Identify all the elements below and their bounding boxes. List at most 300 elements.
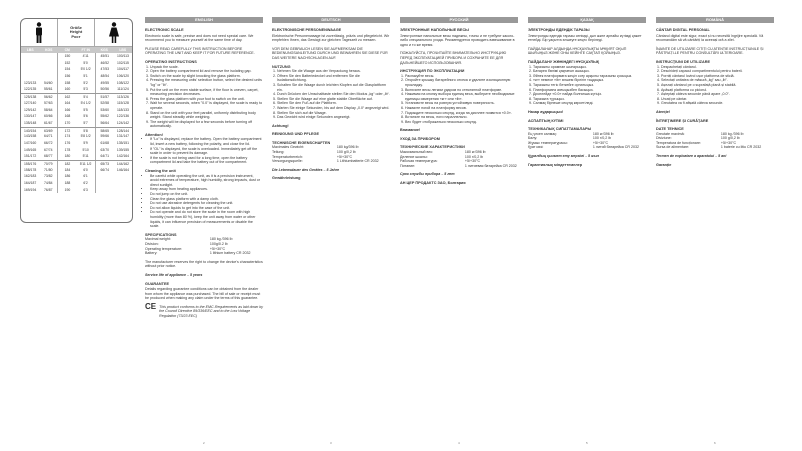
table-cell: 166 [57,107,76,114]
service-life: Service life of appliance – 5 years [145,272,203,277]
spec-label: Diviziune: [656,136,672,141]
product-title: ЭЛЕКТРОННЫЕ НАПОЛЬНЫЕ ВЕСЫ [400,28,469,32]
step-item: 6. Press the glass platform with your foot to switch on the unit. [150,97,263,102]
table-row [21,86,132,93]
female-figure-icon [95,19,132,46]
spec-value: +5/+30°C [336,154,353,159]
column-header: LBS [119,48,127,52]
table-cell: 5'4 1/2 [80,100,91,105]
spec-value: 180 kg/396 lb [336,145,359,150]
table-row [21,167,132,174]
table-cell: 104/117 [116,67,129,72]
specifications-title: TECHNISCHE EIGENSCHAFTEN [272,140,331,145]
intro-text: Электронды едендік таразы сенімді, дәл және арнайы күтімді қажет етпейді. Бір уақытта өлшеуге кеңес беріледі. [528,33,642,43]
step-item: 9. Das Gewicht wird einige Sekunden angezeigt. [277,115,390,120]
spec-value: 180 kg /396 lb [720,131,744,136]
cleaning-item: • Keep away from heating appliances. [150,187,263,192]
table-cell [21,60,39,67]
table-cell: 5'0 1/2 [80,67,91,72]
table-cell: 51/57 [95,94,114,100]
attention-title: Achtung! [272,123,289,128]
table-cell: 139/155 [116,147,130,152]
table-cell: 49/55 [95,80,114,87]
step-item: 1. Nehmen Sie die Waage aus der Verpackung heraus. [277,69,390,74]
table-cell: 162/183 [23,174,37,179]
page-number: 5 [586,441,588,445]
table-cell: 150 [57,53,76,60]
guarantee-title: GUARANTEE [145,281,170,286]
table-cell: 124/142 [116,120,130,125]
table-cell: 176 [57,140,76,147]
spec-row [272,159,390,164]
intro-text: Electronic scale is safe, precise and does not need special care. We recommend you to measure yourself at the same time of day. [145,33,254,43]
table-cell: 66/74 [95,167,114,174]
guarantee-text: Details regarding guarantee conditions can be obtained from the dealer from whom the appliance was purchased. The bill of sale or receipt must be produced when making any claim under the terms of this guarantee. [145,287,261,301]
table-row [21,173,132,180]
step-item: 4. Нажимая на кнопку выбора единиц веса, выберите необходимые единицы измерения «кг» или «lb». [405,92,518,101]
table-cell [21,73,39,80]
specifications-title: ТЕХНИКАЛЫҚ СИПАТТАМАЛАРЫ [528,127,592,132]
table-cell: 55/61 [44,87,53,92]
table-cell: 5'2 [83,80,88,85]
spec-label: Maximales Gewicht: [272,145,305,150]
product-title: ELECTRONIC SCALE [145,28,184,32]
section-deutsch [272,17,390,181]
table-cell [114,180,132,187]
table-row [21,153,132,160]
cleaning-item: • Do not operate and do not store the scale in the room with high humidity (more than 80 %), keep the unit away from water or other liquids, it can influence precision of measurements or disable the scale. [150,210,263,228]
step-item: 9. The weight will be displayed for a few seconds before turning off automatically. [150,120,263,129]
step-item: 1. Таразыны орамнан шығарыңыз. [533,65,646,70]
attention-title: Внимание! [400,128,421,133]
step-item: 2. Откройте крышку батарейного отсека и удалите изоляционную прокладку. [405,78,518,87]
column-header: CM [64,48,70,52]
spec-value: 1 baterie cu litiu CR 2032 [720,145,762,150]
product-title: CÂNTAR DIGITAL PERSONAL [656,28,710,32]
table-row [21,53,132,60]
spec-value: 100 g/0,2 lb [336,150,356,155]
table-cell [39,73,57,80]
table-cell: 151/172 [23,154,37,159]
guarantee-title: Гарантиялық міндеттемелер [528,162,583,167]
step-item: 3. Switch on the scale by slight knocking the glass platform. [150,74,263,79]
step-item: 4. «кг» немесе «lb» өлшем бірлігін таңдаңыз. [533,78,646,83]
cleaning-item: • Do not use abrasive detergents for cleaning the unit. [150,201,263,206]
table-cell: 142/164 [116,154,130,159]
table-cell: 160 [57,86,76,93]
table-cell: 71/80 [44,167,53,172]
table-row [21,107,132,114]
operating-title: NUTZUNG [272,64,291,69]
step-item: 5. Установите весы на ровную устойчивую поверхность. [405,101,518,106]
table-cell: 60/66 [44,114,53,119]
table-cell: 63/70 [95,147,114,154]
step-item: 8. Таразыға тұрыңыз. [533,97,646,102]
table-cell [39,53,57,60]
table-cell: 180 [57,153,76,160]
steps-list [400,74,518,125]
steps-list [272,69,390,120]
page-number: 6 [714,441,716,445]
step-item: 3. Включите весы легким ударом по стеклянной платформе. [405,88,518,93]
table-cell: 50/56 [95,86,114,93]
table-cell: 135/148 [23,120,37,125]
table-row [21,73,132,80]
spec-value: 180 кг/396 lb [464,150,486,155]
steps-list [656,65,774,106]
step-item: 8. Stand on the unit with your feet parallel, uniformly distributing body weight. Stand steadily while weighing. [150,111,263,120]
spec-label: Жұмыс температурасы: [528,140,568,145]
table-cell: 146/164 [116,167,130,172]
read-warning: VOR DEM GEBRAUCH LESEN SIE AUFMERKSAM DIE BEDIENUNGSANLEITUNG DURCH UND BEWAHREN SIE DIESE FÜR DAS WEITERE NACHSCHLAGEN AUF. [272,46,388,60]
column-header: LBS [26,48,34,52]
guarantee-title: Garanție [656,162,672,167]
spec-label: Maximal weight: [145,237,171,242]
table-cell: 76/87 [44,187,53,192]
table-cell: 184 [57,167,76,174]
spec-row [145,251,263,256]
spec-label: Temperaturbereich: [272,154,303,159]
table-cell: 52/58 [95,100,114,107]
table-row [21,180,132,187]
table-cell: 170 [57,120,76,127]
attention-item: • If "OL" is displayed, the scale is overloaded. Immediately get off the scale in order to prevent its damage. [150,147,263,156]
step-item: 2. Open the battery compartment lid and remove the isolating gap. [150,69,263,74]
table-cell: 64/71 [95,153,114,160]
table-cell: 5'3 [83,87,88,92]
table-cell: 169/194 [23,187,37,192]
step-item: 7. Așteptați câteva secunde până apare „0.0”. [661,92,774,97]
operating-title: ПАЙДАЛАНУ ЖӨНІНДЕГІ НҰСҚАУЛЫҚ [528,59,600,64]
table-cell: 152 [57,60,76,67]
table-cell: 127/140 [23,100,37,105]
table-cell: 6'0 [83,167,88,172]
attention-item: • If "Lo" is displayed, replace the battery. Open the battery compartment lid, insert a new battery, following the polarity, and close the lid. [150,137,263,146]
ce-mark-icon: CE [145,301,157,311]
product-title: ELEKTRONISCHE PERSONENWAAGE [272,28,342,32]
table-cell: 56/64 [95,120,114,127]
spec-value: 1 Lithiumbatterie CR 2032 [336,159,379,164]
operating-title: ИНСТРУКЦИЯ ПО ЭКСПЛУАТАЦИИ [400,69,465,74]
table-cell: 5'10 [82,147,89,152]
step-item: 8. Встаньте на весы, ноги параллельно. [405,115,518,120]
table-row [21,133,132,140]
steps-list [528,65,646,106]
table-cell: 64/71 [44,134,53,139]
table-cell: 144/162 [116,162,130,166]
spec-label: Қуат көзі: [528,145,544,150]
table-cell [95,187,114,194]
spec-row [528,145,646,150]
operating-title: INSTRUCȚIUNI DE UTILIZARE [656,59,710,64]
step-item: 3. Әйнек платформаға жеңіл соғу арқылы таразыны қосыңыз. [533,74,646,79]
table-cell: 45/51 [95,53,114,60]
attention-title: Attention! [145,132,163,137]
table-cell: 46/52 [95,60,114,67]
steps-list [145,65,263,129]
table-cell: 5'8 1/2 [80,134,91,139]
spec-label: Деление шкалы: [400,154,428,159]
table-cell: 5'11 1/2 [79,162,92,166]
step-item: 6. Платформаға аяғыңызбен басыңыз. [533,88,646,93]
read-warning: ПАЙДАЛАНАР АЛДЫНДА НҰСҚАУЛЫҚТЫ МҰҚИЯТ ОҚЫП ШЫҒЫҢЫЗ ЖӘНЕ ОНЫ КЕЙІНГЕ САҚТАП ҚОЙЫҢЫЗ. [528,46,627,56]
table-cell: 61/67 [44,120,53,125]
table-row [21,60,132,67]
step-item: 6. Stellen Sie den Fuß auf die Plattform. [277,101,390,106]
table-cell: 140/154 [23,128,37,133]
step-item: 4. Selectați unitatea de măsură „kg” sau „lb”. [661,78,774,83]
table-row [21,93,132,100]
table-cell: 47/53 [95,66,114,73]
step-item: 5. Put the unit on the even stable surface, if the floor is uneven, carpet, measuring precision decreases. [150,88,263,97]
table-cell: 58/64 [44,107,53,112]
table-cell [39,60,57,67]
cleaning-title: REINIGUNG UND PFLEGE [272,132,320,137]
step-item: 7. Warten Sie einige Sekunden, bis auf dem Display „0.0“ angezeigt wird. [277,106,390,111]
step-item: 1. Unpack the scale. [150,65,263,70]
table-cell: 54/60 [44,80,53,85]
table-cell: 164/187 [23,181,37,186]
table-cell: 70/79 [44,162,53,166]
step-item: 1. Despachetați cântarul. [661,65,774,70]
size-table [20,18,133,223]
intro-text: Cântarul digital este sigur, exact și nu necesită îngrijire specială. Vă recomandăm să vă cântăriți la aceeași oră a zilei. [656,33,764,43]
step-item: 7. Дисплейде «0.0» пайда болғанша күтіңіз. [533,92,646,97]
step-item: 1. Распакуйте весы. [405,74,518,79]
table-cell: 56/62 [44,95,53,100]
table-cell: 147/160 [23,140,37,145]
table-row [21,187,132,194]
spec-value: 1 lithium battery CR 2032 [209,251,251,256]
spec-row [400,164,518,169]
table-cell: 5'11 [82,154,89,159]
read-warning: ÎNAINTE DE UTILIZARE CITIȚI CU ATENȚIE INSTRUCȚIUNILE ȘI PĂSTRAȚI-LE PENTRU CONSULTĂRI ULTERIOARE. [656,46,764,56]
spec-value: 1 литиевая батарейка CR 2032 [464,163,517,168]
table-cell: 135/151 [116,140,130,145]
language-header: ҚАЗАҚ [528,17,646,23]
table-cell: 118/133 [116,107,129,112]
guarantee-title: АН ЦЕР ПРОДАКТС ЗАО, Болгария [400,181,466,186]
table-cell: 66/72 [44,140,53,145]
table-cell: 188 [57,180,76,187]
page-number: 3 [330,441,332,445]
table-cell: 155/176 [23,162,37,166]
table-cell: 156 [57,73,76,80]
table-cell: 168 [57,113,76,120]
table-cell: 115/128 [116,100,129,105]
service-life: Termen de exploatare a aparatului – 5 ani [656,154,727,159]
step-item: 7. Подождите несколько секунд, когда на дисплее появится «0.0». [405,111,518,116]
table-cell: 158/178 [23,167,37,172]
section-romana [656,17,774,167]
table-cell: 61/68 [95,140,114,147]
cleaning-item: • Do not jump on the unit. [150,192,263,197]
cleaning-title: ÎNTREȚINERE ȘI CURĂȚARE [656,118,709,123]
table-row [21,100,132,107]
step-item: 6. Apăsați platforma cu piciorul. [661,88,774,93]
table-cell: 131/147 [116,134,130,139]
spec-value: 100 г/0,2 lb [592,136,611,141]
table-cell: 102/115 [116,60,129,65]
table-cell: 190 [57,187,76,194]
table-cell: 5'4 [83,95,88,100]
table-cell: 164 [57,100,76,107]
table-cell: 111/124 [117,87,129,92]
step-item: 8. Stellen Sie sich auf die Waage. [277,111,390,116]
table-cell: 65/73 [95,161,114,167]
spec-value: 100 g/0,2 lb [720,136,740,141]
table-cell: 5'6 [83,114,88,119]
language-header: ROMÂNĂ [656,17,774,23]
step-item: 5. Așezați cântarul pe o suprafață plană și stabilă. [661,83,774,88]
ce-block [145,301,263,319]
guarantee-title: Gewährleistung [272,176,301,181]
step-item: 4. Pressing the measuring units' selection button, select the desired units "kg" or "lb". [150,78,263,87]
table-cell: 123/133 [23,80,37,85]
column-header: KGS [100,48,108,52]
table-cell: 129/142 [23,107,37,112]
cleaning-item: • Clean the glass platform with a damp cloth. [150,197,263,202]
table-cell: 113/126 [116,95,129,100]
table-cell: 4'11 [82,54,89,58]
spec-label: Operating temperature: [145,246,183,251]
table-cell: 58/65 [95,128,114,134]
table-cell: 172 [57,128,76,134]
attention-title: Назар аударыңыз! [528,109,564,114]
table-row [21,120,132,127]
step-item: 2. Öffnen Sie den Batteriedeckel und entfernen Sie die Isolationsdichtung. [277,74,390,83]
read-warning: ПОЖАЛУЙСТА, ПРОЧИТАЙТЕ ВНИМАТЕЛЬНО ИНСТРУКЦИЮ ПЕРЕД ЭКСПЛУАТАЦИЕЙ ПРИБОРА И СОХРАНИТЕ ЕЕ ДЛЯ ДАЛЬНЕЙШЕГО ИСПОЛЬЗОВАНИЯ. [400,51,507,65]
table-cell: 158 [57,80,76,87]
table-cell: 55/62 [95,113,114,120]
table-cell: 53/60 [95,107,114,114]
table-cell: 100/113 [116,54,129,58]
spec-value: +5/+30°C [720,140,737,145]
table-cell: 5'1 [83,74,88,79]
table-row [21,147,132,154]
attention-title: Atenție! [656,109,671,114]
table-cell: 5'5 [83,107,88,112]
table-cell: 57/63 [44,100,53,105]
spec-row [656,145,774,150]
operating-title: OPERATING INSTRUCTIONS [145,59,197,64]
table-cell: 125/138 [23,95,37,100]
table-cell [114,173,132,180]
service-life: Die Lebensdauer des Gerätes – 5 Jahre [272,167,340,172]
table-cell: 122/136 [116,114,130,119]
spec-value: 1 литий батарейка CR 2032 [592,145,639,150]
reserve-note: The manufacturer reserves the right to change the device's characteristics without prior notice. [145,259,263,269]
table-row [21,160,132,167]
table-cell: 108/122 [116,80,130,85]
spec-value: +5/+30°C [464,159,481,164]
spec-label: Бөлу: [528,136,538,141]
intro-text: Elektronische Personenwaage ist zuverlässig, präzis und pflegeleicht. Wir empfehlen Ihnen, das Gewicgt zur gleichen Tageszeit zu messen. [272,33,390,43]
table-cell: 6'1 [83,174,88,179]
step-item: 9. Вес будет отображаться несколько секунд. [405,120,518,125]
spec-label: Максимальный вес: [400,150,434,155]
specifications-title: SPECIFICATIONS [145,232,177,237]
table-cell: 178 [57,147,76,154]
ce-text: This product conforms to the EMC-Requirements as laid down by the Council Directive 89/336/EEC and to the Low Voltage Regulation (73/23 EEC) [159,304,263,319]
table-cell [21,53,39,60]
cleaning-list [145,174,263,229]
read-warning: PLEASE READ CAREFULLY THIS INSTRUCTION BEFORE OPERATING THE UNIT AND KEEP IT FOR FUTURE REFERENCE. [145,46,255,56]
cleaning-title: УХОД ЗА ПРИБОРОМ [400,136,440,141]
attention-item: • If the scale is not being used for a long time, open the battery compartment lid and take the battery out of the compartment. [150,156,263,165]
table-cell: 128/144 [116,128,130,133]
specifications-title: ТЕХНИЧЕСКИЕ ХАРАКТЕРИСТИКИ [400,145,465,150]
step-item: 9. Greutatea va fi afișată câteva secunde. [661,101,774,106]
spec-label: Battery: [145,251,158,256]
spec-label: Sursa de alimentare: [656,145,690,150]
step-item: 2. Deschideți capacul compartimentului pentru baterii. [661,69,774,74]
service-life: Құралдың қызмет ету мерзімі – 5 жыл [528,154,600,159]
language-header: DEUTSCH [272,17,390,23]
table-cell [95,173,114,180]
table-cell: 74/84 [44,181,53,186]
step-item: 5. Таразыны тегіс беткейге орнатыңыз. [533,83,646,88]
step-item: 3. Porniți cântarul lovind ușor platforma de sticlă. [661,74,774,79]
table-cell: 5'0 [83,60,88,65]
table-row [21,127,132,134]
section-english [145,17,263,319]
page-number: 4 [458,441,460,445]
male-figure-icon [21,19,58,46]
step-item: 5. Stellen Sie die Waage auf eine glatte stabile Oberfläche auf. [277,97,390,102]
table-cell: 174 [57,133,76,140]
step-item: 9. Салмақ бірнеше секунд көрсетіледі. [533,101,646,106]
table-cell: 186 [57,173,76,180]
step-item: 6. Нажмите ногой на платформу весов. [405,106,518,111]
table-row [21,140,132,147]
column-header: KGS [45,48,53,52]
language-header: ENGLISH [145,17,263,23]
language-header: РУССКИЙ [400,17,518,23]
table-cell: 5'8 [83,128,88,133]
step-item: 3. Schalten Sie die Waage durch leichten Klopfen auf die Glasplattform ein. [277,83,390,92]
cleaning-item: • Be careful while operating the unit, as it is a precision instrument, avoid extremes of temperature, high humidity, strong impacts, dust or direct sunlight. [150,174,263,188]
table-row [21,80,132,87]
table-cell: 59/66 [95,133,114,140]
spec-label: Рабочая температура: [400,159,438,164]
step-item: 7. Wait for several seconds, when "0.0" is displayed, the scale is ready to operate. [150,101,263,110]
section-russian [400,17,518,186]
table-cell: 5'7 [83,120,88,125]
spec-label: Versorgungsquelle: [272,159,303,164]
table-cell [39,66,57,73]
column-header: FT IN [81,48,90,52]
table-cell: 63/69 [44,128,53,133]
spec-value: 100 г/0,2 lb [464,154,483,159]
step-item: 4. Durch Drücken der Umschalttaste stellen Sie den Modus „kg“ oder „lb“. [277,92,390,97]
table-cell: 149/165 [23,147,37,152]
table-cell: 73/82 [44,174,53,179]
service-life: Срок службы прибора – 5 лет [400,172,455,177]
table-cell [95,180,114,187]
attention-list [145,137,263,165]
specifications-title: DATE TEHNICE [656,127,684,132]
table-cell: 122/135 [23,87,37,92]
table-cell: 6'2 [83,181,88,186]
table-cell: 106/120 [116,74,130,79]
table-cell: 67/74 [44,147,53,152]
table-cell: 68/77 [44,154,53,159]
spec-label: Teilung: [272,150,285,155]
spec-label: Greutate maximă: [656,131,685,136]
page-number: 2 [203,441,205,445]
height-header: Größe Height Рост [58,19,96,46]
